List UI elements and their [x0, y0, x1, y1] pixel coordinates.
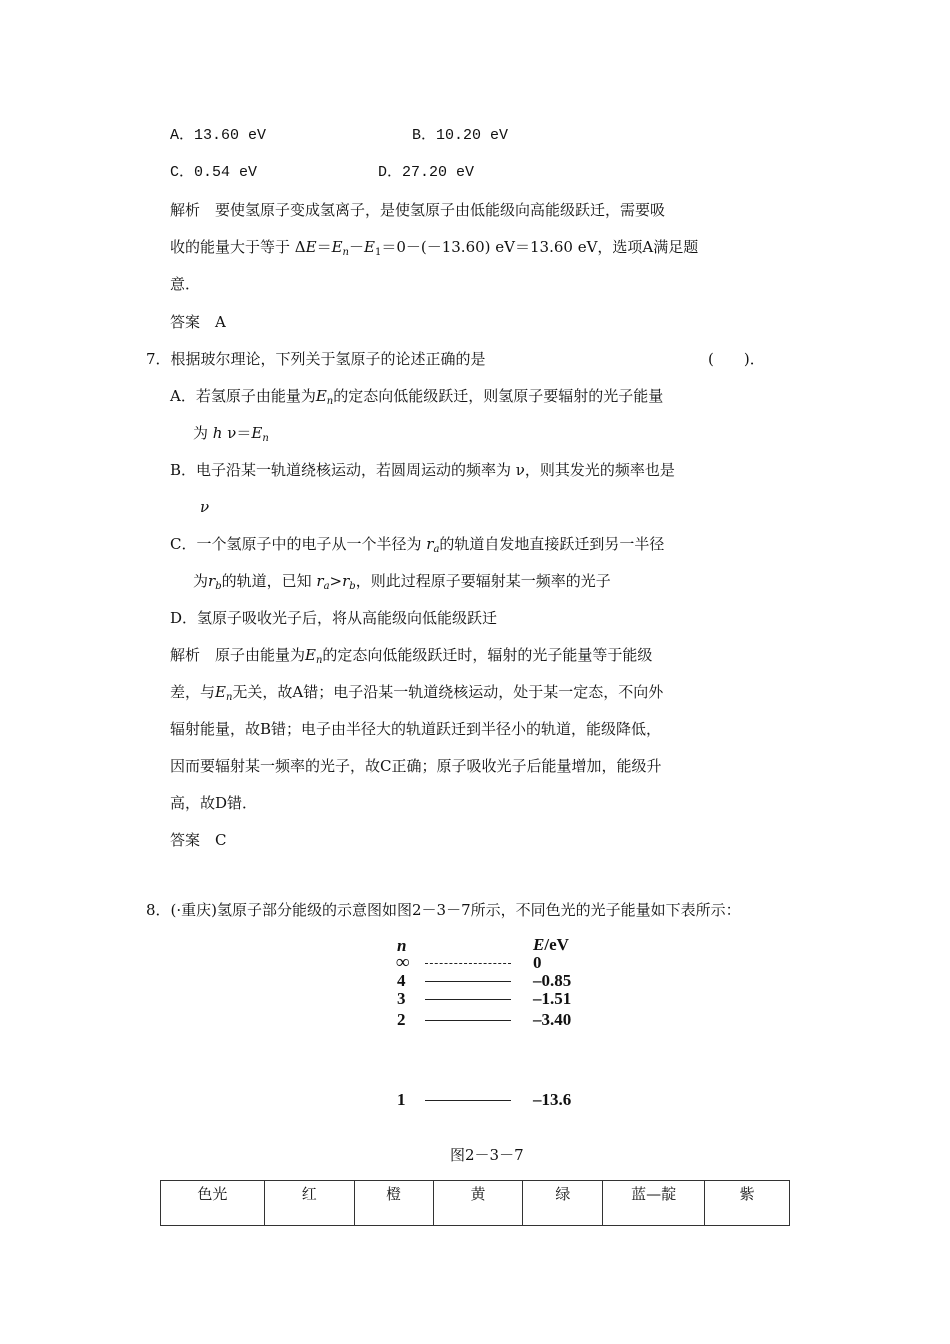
q7-option-d: D．氢原子吸收光子后，将从高能级向低能级跃迁	[170, 609, 498, 627]
q7-answer: 答案 C	[170, 831, 227, 849]
q6-option-c: C．0.54 eV	[170, 164, 258, 181]
table-header-cell: 紫	[705, 1181, 790, 1226]
q8-stem: 8．(·重庆)氢原子部分能级的示意图如图2－3－7所示，不同色光的光子能量如下表所示：	[146, 901, 741, 919]
table-header-cell: 绿	[523, 1181, 603, 1226]
level-n-3: 3	[397, 989, 406, 1008]
color-energy-table	[160, 1180, 790, 1226]
q6-answer: 答案 A	[170, 313, 226, 331]
level-line-4	[425, 981, 511, 982]
level-e-2: –3.40	[533, 1010, 572, 1029]
q7-stem: 7．根据玻尔理论，下列关于氢原子的论述正确的是	[146, 350, 486, 368]
q7-analysis-line-2: 差，与$E_n$无关，故A错；电子沿某一轨道绕核运动，处于某一定态，不向外	[170, 683, 664, 703]
q6-analysis-line-2: 收的能量大于等于 $\Delta E=E_n-E_1=0-(-13.60)$ eV＝13.60 eV，选项A满足题	[170, 238, 699, 258]
level-e-inf: 0	[533, 953, 542, 972]
q7-option-c-line-1: C．一个氢原子中的电子从一个半径为 $r_a$的轨道自发地直接跃迁到另一半径	[170, 535, 665, 555]
q7-option-b-line-2: ν	[200, 498, 210, 516]
table-header-cell: 橙	[354, 1181, 433, 1226]
table-header-cell: 红	[264, 1181, 354, 1226]
level-line-1	[425, 1100, 511, 1101]
level-n-2: 2	[397, 1010, 406, 1029]
level-e-3: –1.51	[533, 989, 572, 1008]
q7-analysis-line-5: 高，故D错．	[170, 794, 258, 812]
level-e-4: –0.85	[533, 971, 572, 990]
q6-analysis-line-1: 解析 要使氢原子变成氢离子，是使氢原子由低能级向高能级跃迁，需要吸	[170, 201, 666, 219]
table-header-cell: 蓝—靛	[603, 1181, 705, 1226]
q7-analysis-line-1: 解析 原子由能量为$E_n$的定态向低能级跃迁时，辐射的光子能量等于能级	[170, 646, 653, 666]
q7-option-c-line-2: 为$r_b$的轨道，已知 $r_a>r_b$，则此过程原子要辐射某一频率的光子	[193, 572, 611, 592]
level-n-4: 4	[397, 971, 406, 990]
q7-analysis-line-3: 辐射能量，故B错；电子由半径大的轨道跃迁到半径小的轨道，能级降低，	[170, 720, 662, 738]
level-e-1: –13.6	[533, 1090, 572, 1109]
q7-answer-bracket: ( )．	[708, 350, 765, 368]
q7-option-a-line-2: 为 h $\nu=E_n$	[193, 424, 269, 444]
q6-option-a: A．13.60 eV	[170, 127, 267, 144]
q7-option-b-line-1: B．电子沿某一轨道绕核运动，若圆周运动的频率为 ν，则其发光的频率也是	[170, 461, 675, 479]
figure-caption: 图2－3－7	[450, 1146, 524, 1164]
q6-option-b: B．10.20 eV	[412, 127, 509, 144]
table-row	[161, 1181, 790, 1226]
level-line-2	[425, 1020, 511, 1021]
level-line-3	[425, 999, 511, 1000]
table-header-cell: 色光	[161, 1181, 265, 1226]
q6-analysis-line-3: 意．	[170, 275, 201, 293]
diagram-header-e: E/eV	[533, 935, 569, 954]
diagram-header-n: n	[397, 936, 407, 955]
q7-analysis-line-4: 因而要辐射某一频率的光子，故C正确；原子吸收光子后能量增加，能级升	[170, 757, 662, 775]
level-line-inf	[425, 963, 511, 964]
table-header-cell: 黄	[433, 1181, 523, 1226]
q6-option-d: D．27.20 eV	[378, 164, 475, 181]
q7-option-a-line-1: A．若氢原子由能量为$E_n$的定态向低能级跃迁，则氢原子要辐射的光子能量	[170, 387, 664, 407]
level-n-1: 1	[397, 1090, 406, 1109]
level-n-inf: ∞	[396, 952, 410, 973]
